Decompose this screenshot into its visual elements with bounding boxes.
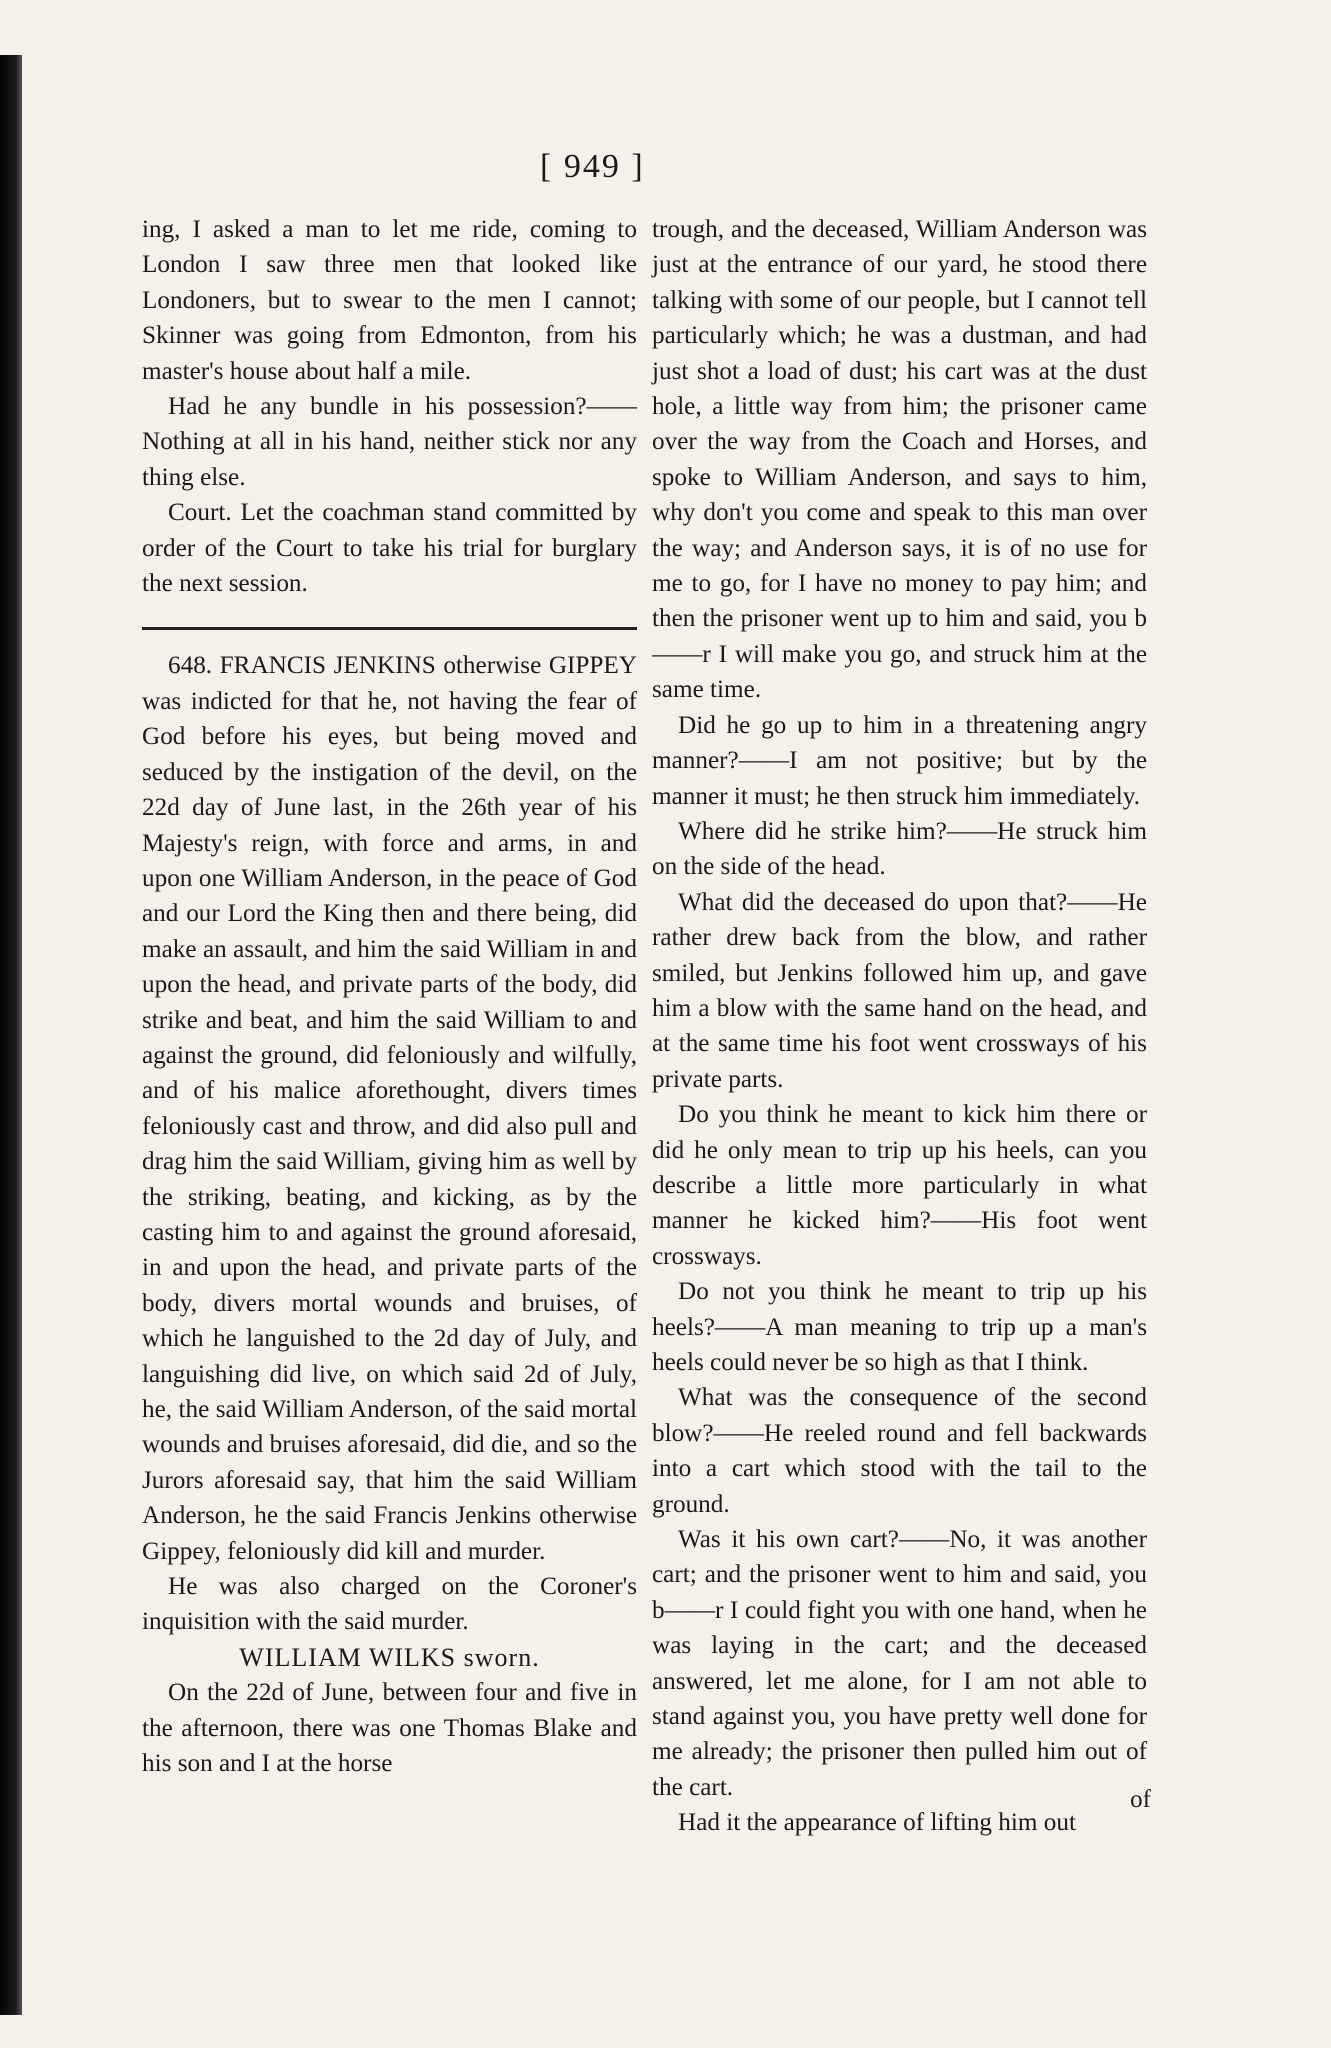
paragraph: On the 22d of June, between four and five in the afternoon, there was one Thomas Blake and his son and I at the horse [142,1679,637,1778]
paragraph: Was it his own cart?——No, it was another cart; and the prisoner went to him and said, you b——r I could fight you with one hand, when he was laying in the cart; and the deceased answered, let me alone, for I am not able to stand against you, you have pretty well done for me already; the prisoner then pulled him out of the cart. [652,1526,1147,1801]
left-column [142,212,637,1781]
right-column [652,212,1147,1841]
catchword: of [1130,1786,1151,1813]
paragraph: Did he go up to him in a threatening angry manner?——I am not positive; but by the manner it must; he then struck him immediately. [652,711,1147,810]
paragraph: ing, I asked a man to let me ride, coming to London I saw three men that looked like Londoners, but to swear to the men I cannot; Skinner was going from Edmonton, from his master's house about half a mile. [142,216,637,385]
paragraph: Do you think he meant to kick him there or did he only mean to trip up his heels, can you describe a little more particularly in what manner he kicked him?——His foot went crossways. [652,1101,1147,1270]
witness-heading: WILLIAM WILKS sworn. [239,1642,540,1672]
paragraph: Had it the appearance of lifting him out [678,1809,1076,1837]
paragraph: Where did he strike him?——He struck him on the side of the head. [652,817,1147,881]
page-number: [ 949 ] [540,148,645,185]
paragraph: Court. Let the coachman stand committed by order of the Court to take his trial for burglary the next session. [142,499,637,598]
section-divider [142,627,637,630]
paragraph: What was the consequence of the second blow?——He reeled round and fell backwards into a cart which stood with the tail to the ground. [652,1384,1147,1518]
book-spine-shadow [0,55,22,2015]
paragraph: trough, and the deceased, William Anderson was just at the entrance of our yard, he stood there talking with some of our people, but I cannot tell particularly which; he was a dustman, and had just shot a load of dust; his cart was at the dust hole, a little way from him; the prisoner came over the way from the Coach and Horses, and spoke to William Anderson, and says to him, why don't you come and speak to this man over the way; and Anderson says, it is of no use for me to go, for I have no money to pay him; and then the prisoner went up to him and said, you b——r I will make you go, and struck him at the same time. [652,216,1147,704]
paragraph: Had he any bundle in his possession?——Nothing at all in his hand, neither stick nor any thing else. [142,393,637,491]
paragraph: 648. FRANCIS JENKINS otherwise GIPPEY was indicted for that he, not having the fear of God before his eyes, but being moved and seduced by the instigation of the devil, on the 22d day of June last, in the 26th year of his Majesty's reign, with force and arms, in and upon one William Anderson, in the peace of God and our Lord the King then and there being, did make an assault, and him the said William in and upon the head, and private parts of the body, did strike and beat, and him the said William to and against the ground, did feloniously and wilfully, and of his malice aforethought, divers times feloniously cast and throw, and did also pull and drag him the said William, giving him as well by the striking, beating, and kicking, as by the casting him to and against the ground aforesaid, in and upon the head, and private parts of the body, divers mortal wounds and bruises, of which he languished to the 2d day of July, and languishing did live, on which said 2d of July, he, the said William Anderson, of the said mortal wounds and bruises aforesaid, did die, and so the Jurors aforesaid say, that him the said William Anderson, he the said Francis Jenkins otherwise Gippey, feloniously did kill and murder. [142,652,637,1565]
paragraph: He was also charged on the Coroner's inquisition with the said murder. [142,1573,637,1636]
paragraph: What did the deceased do upon that?——He rather drew back from the blow, and rather smiled, but Jenkins followed him up, and gave him a blow with the same hand on the head, and at the same time his foot went crossways of his private parts. [652,888,1147,1093]
paragraph: Do not you think he meant to trip up his heels?——A man meaning to trip up a man's heels could never be so high as that I think. [652,1278,1147,1376]
